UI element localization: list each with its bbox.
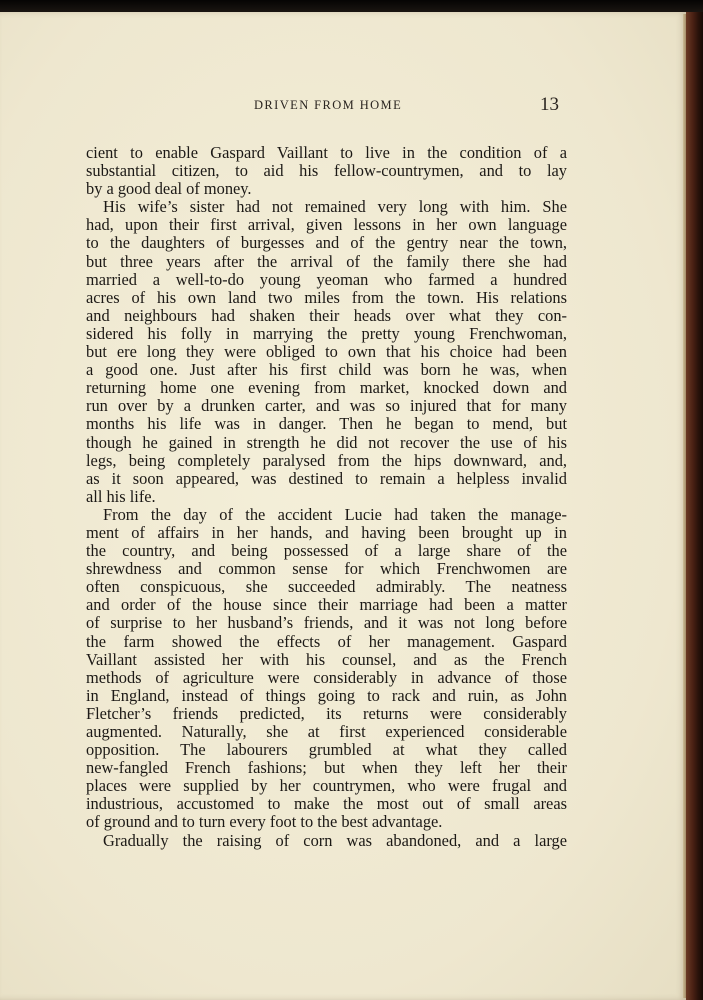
body-text <box>86 144 567 850</box>
text-line: of surprise to her husband’s friends, and it was not long before <box>86 613 567 633</box>
page-number: 13 <box>540 94 559 115</box>
text-line: and neighbours had shaken their heads over what they con- <box>86 305 567 325</box>
book-spine <box>686 12 703 1000</box>
running-head-title: DRIVEN FROM HOME <box>254 98 403 112</box>
text-line: new-fangled French fashions; but when they left her their <box>86 758 567 778</box>
text-line: the farm showed the effects of her management. Gaspard <box>86 631 567 651</box>
text-line: as it soon appeared, was destined to remain a helpless invalid <box>86 468 567 488</box>
text-line: but three years after the arrival of the family there she had <box>86 251 567 271</box>
text-line: though he gained in strength he did not recover the use of his <box>86 432 567 452</box>
running-head <box>0 94 686 122</box>
text-line: methods of agriculture were considerably in advance of those <box>86 667 567 687</box>
book-page <box>0 12 686 1000</box>
text-line: From the day of the accident Lucie had taken the manage- <box>103 504 567 524</box>
text-line: often conspicuous, she succeeded admirably. The neatness <box>86 577 567 597</box>
text-line: all his life. <box>86 486 156 506</box>
text-line: the country, and being possessed of a large share of the <box>86 541 567 561</box>
text-line: ment of affairs in her hands, and having been brought up in <box>86 522 567 542</box>
text-line: but ere long they were obliged to own that his choice had been <box>86 342 567 362</box>
text-line: returning home one evening from market, knocked down and <box>86 378 567 398</box>
text-line: acres of his own land two miles from the town. His relations <box>86 287 567 307</box>
text-line: augmented. Naturally, she at first experienced considerable <box>86 722 567 741</box>
text-line: married a well-to-do young yeoman who farmed a hundred <box>86 269 567 289</box>
text-line: substantial citizen, to aid his fellow-countrymen, and to lay <box>86 161 567 181</box>
text-line: a good one. Just after his first child was born he was, when <box>86 360 567 380</box>
text-line: legs, being completely paralysed from the hips downward, and, <box>86 450 567 470</box>
text-line: of ground and to turn every foot to the best advantage. <box>86 812 443 832</box>
text-line: opposition. The labourers grumbled at what they called <box>86 740 567 760</box>
text-line: sidered his folly in marrying the pretty young Frenchwoman, <box>86 323 567 343</box>
text-line: industrious, accustomed to make the most out of small areas <box>86 794 567 814</box>
text-line: run over by a drunken carter, and was so injured that for many <box>86 396 567 416</box>
text-line: shrewdness and common sense for which Frenchwomen are <box>86 559 567 579</box>
text-line: in England, instead of things going to rack and ruin, as John <box>86 685 567 705</box>
text-line: months his life was in danger. Then he began to mend, but <box>86 414 567 434</box>
text-line: Vaillant assisted her with his counsel, and as the French <box>86 649 567 669</box>
book-top-edge <box>0 0 703 12</box>
text-line: and order of the house since their marriage had been a matter <box>86 595 567 615</box>
text-line: to the daughters of burgesses and of the gentry near the town, <box>86 233 567 253</box>
text-line: Fletcher’s friends predicted, its returns were considerably <box>86 703 567 723</box>
text-line: Gradually the raising of corn was abandoned, and a large <box>103 830 567 850</box>
text-line: by a good deal of money. <box>86 179 252 199</box>
text-line: His wife’s sister had not remained very long with him. She <box>103 197 567 217</box>
text-line: had, upon their first arrival, given lessons in her own language <box>86 215 567 235</box>
text-line: places were supplied by her countrymen, who were frugal and <box>86 776 567 796</box>
text-line: cient to enable Gaspard Vaillant to live in the condition of a <box>86 143 567 162</box>
